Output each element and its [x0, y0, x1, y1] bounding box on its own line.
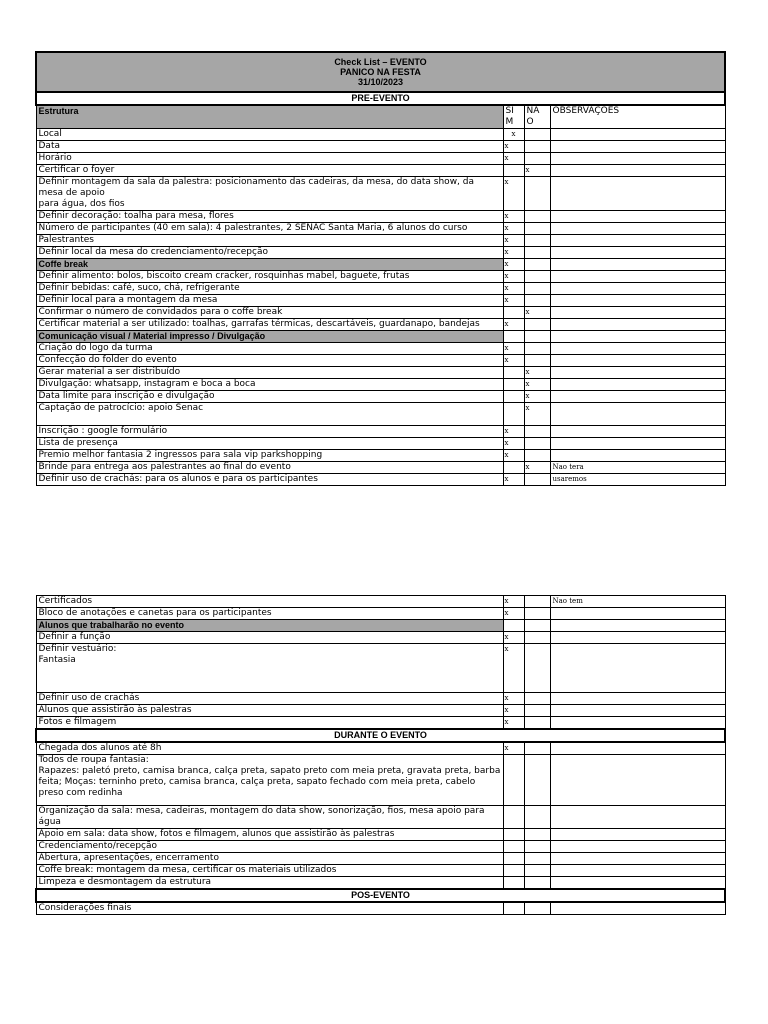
observation-cell [550, 379, 725, 391]
item-label: Certificados [36, 596, 503, 608]
item-label: Divulgação: whatsapp, instagram e boca a boca [36, 379, 503, 391]
observation-cell [550, 742, 725, 755]
sim-mark [503, 307, 524, 319]
table-row [36, 307, 725, 319]
observation-cell [550, 608, 725, 620]
section-row [36, 331, 725, 343]
table-row [36, 235, 725, 247]
nao-mark [524, 223, 550, 235]
observation-cell [550, 165, 725, 177]
nao-mark [524, 877, 550, 890]
sim-mark: x [503, 153, 524, 165]
sim-mark: x [503, 271, 524, 283]
pos-evento-band [36, 889, 725, 902]
nao-mark [524, 153, 550, 165]
nao-mark: x [524, 367, 550, 379]
observation-cell [550, 141, 725, 153]
nao-mark: x [524, 379, 550, 391]
observation-cell [550, 271, 725, 283]
item-label: Abertura, apresentações, encerramento [36, 853, 503, 865]
nao-mark [524, 755, 550, 806]
observation-cell [550, 865, 725, 877]
item-label: Criação do logo da turma [36, 343, 503, 355]
sim-mark: x [503, 438, 524, 450]
table-row [36, 755, 725, 806]
sim-mark: x [503, 644, 524, 693]
observation-cell [550, 295, 725, 307]
sim-mark [503, 902, 524, 915]
observation-cell [550, 644, 725, 693]
observation-cell [550, 853, 725, 865]
nao-mark [524, 705, 550, 717]
table-row [36, 319, 725, 331]
nao-mark [524, 129, 550, 141]
observation-cell [550, 806, 725, 829]
observation-cell [550, 391, 725, 403]
nao-mark [524, 644, 550, 693]
table-row [36, 367, 725, 379]
table-row [36, 129, 725, 141]
nao-mark [524, 141, 550, 153]
item-label: Limpeza e desmontagem da estrutura [36, 877, 503, 890]
table-row [36, 474, 725, 486]
item-label: Chegada dos alunos até 8h [36, 742, 503, 755]
table-row [36, 865, 725, 877]
item-label: Definir local da mesa do credenciamento/recepção [36, 247, 503, 259]
nao-mark [524, 742, 550, 755]
nao-mark [524, 806, 550, 829]
nao-mark [524, 343, 550, 355]
section-label: Coffe break [36, 259, 503, 271]
sim-mark [503, 403, 524, 426]
nao-mark [524, 474, 550, 486]
nao-mark [524, 211, 550, 223]
sim-mark: x [503, 717, 524, 730]
sim-mark: x [503, 211, 524, 223]
item-label: Bloco de anotações e canetas para os participantes [36, 608, 503, 620]
observation-cell [550, 247, 725, 259]
observation-cell [550, 755, 725, 806]
sim-mark: x [503, 141, 524, 153]
item-label: Horário [36, 153, 503, 165]
item-label: Certificar material a ser utilizado: toalhas, garrafas térmicas, descartáveis, guardanapo, bandejas [36, 319, 503, 331]
table-row [36, 853, 725, 865]
sim-mark [503, 865, 524, 877]
nao-mark [524, 331, 550, 343]
sim-mark [503, 806, 524, 829]
sim-mark: x [503, 426, 524, 438]
sim-mark: x [503, 295, 524, 307]
sim-mark [503, 165, 524, 177]
section-title-pre-evento: PRE-EVENTO [36, 92, 725, 105]
observation-cell [550, 620, 725, 632]
observation-cell [550, 632, 725, 644]
nao-mark [524, 235, 550, 247]
item-label: Definir a função [36, 632, 503, 644]
sim-mark [503, 462, 524, 474]
table-row [36, 438, 725, 450]
table-row [36, 391, 725, 403]
table-row [36, 596, 725, 608]
sim-mark: x [503, 177, 524, 211]
item-label: Definir uso de crachás [36, 693, 503, 705]
table-row [36, 343, 725, 355]
nao-mark [524, 259, 550, 271]
observation-cell [550, 129, 725, 141]
observation-cell: usaremos [550, 474, 725, 486]
observation-cell [550, 211, 725, 223]
observation-cell: Nao tem [550, 596, 725, 608]
pre-evento-band [36, 92, 725, 105]
observation-cell [550, 403, 725, 426]
sim-mark: x [503, 235, 524, 247]
item-label: Definir local para a montagem da mesa [36, 295, 503, 307]
nao-mark [524, 902, 550, 915]
sim-mark: x [503, 283, 524, 295]
column-header-nao: NA O [524, 105, 550, 129]
nao-mark [524, 841, 550, 853]
item-label: Alunos que assistirão às palestras [36, 705, 503, 717]
item-label: Data limite para inscrição e divulgação [36, 391, 503, 403]
observation-cell [550, 355, 725, 367]
table-row [36, 693, 725, 705]
title-line-2: PANICO NA FESTA [340, 67, 421, 77]
nao-mark [524, 426, 550, 438]
table-row [36, 177, 725, 211]
table-row [36, 141, 725, 153]
observation-cell [550, 235, 725, 247]
nao-mark: x [524, 165, 550, 177]
item-label: Inscrição : google formulário [36, 426, 503, 438]
item-label: Captação de patrocício: apoio Senac [36, 403, 503, 426]
nao-mark: x [524, 462, 550, 474]
sim-mark [503, 331, 524, 343]
durante-o-evento-band [36, 729, 725, 742]
observation-cell [550, 177, 725, 211]
item-label: Palestrantes [36, 235, 503, 247]
table-row [36, 211, 725, 223]
document-title [36, 52, 725, 92]
nao-mark [524, 632, 550, 644]
item-label: Definir decoração: toalha para mesa, flores [36, 211, 503, 223]
observation-cell [550, 693, 725, 705]
nao-mark [524, 271, 550, 283]
sim-mark: x [503, 223, 524, 235]
table-row [36, 806, 725, 829]
nao-mark [524, 620, 550, 632]
observation-cell [550, 259, 725, 271]
table-row [36, 462, 725, 474]
table-row [36, 223, 725, 235]
observation-cell [550, 841, 725, 853]
nao-mark [524, 283, 550, 295]
section-row [36, 620, 725, 632]
sim-mark: x [503, 247, 524, 259]
observation-cell [550, 902, 725, 915]
item-label: Definir alimento: bolos, biscoito cream cracker, rosquinhas mabel, baguete, frutas [36, 271, 503, 283]
section-label: Comunicação visual / Material impresso / Divulgação [36, 331, 503, 343]
observation-cell [550, 367, 725, 379]
table-row [36, 379, 725, 391]
item-label: Coffe break: montagem da mesa, certificar os materiais utilizados [36, 865, 503, 877]
table-row [36, 742, 725, 755]
table-row [36, 271, 725, 283]
nao-mark [524, 608, 550, 620]
table-row [36, 165, 725, 177]
item-label: Certificar o foyer [36, 165, 503, 177]
nao-mark [524, 450, 550, 462]
sim-mark [503, 829, 524, 841]
table-row [36, 295, 725, 307]
nao-mark [524, 693, 550, 705]
table-row [36, 355, 725, 367]
observation-cell [550, 153, 725, 165]
table-row [36, 426, 725, 438]
sim-mark: x [503, 129, 524, 141]
sim-mark: x [503, 259, 524, 271]
sim-mark [503, 620, 524, 632]
item-label: Definir bebidas: café, suco, chá, refrigerante [36, 283, 503, 295]
section-title-durante-o-evento: DURANTE O EVENTO [36, 729, 725, 742]
observation-cell [550, 877, 725, 890]
sim-mark: x [503, 450, 524, 462]
item-label: Organização da sala: mesa, cadeiras, montagem do data show, sonorização, fios, mesa apoio para água [36, 806, 503, 829]
table-row [36, 705, 725, 717]
title-line-3: 31/10/2023 [357, 77, 404, 87]
sim-mark: x [503, 474, 524, 486]
item-label: Definir uso de crachás: para os alunos e para os participantes [36, 474, 503, 486]
section-title-pos-evento: POS-EVENTO [36, 889, 725, 902]
item-label: Data [36, 141, 503, 153]
table-row [36, 283, 725, 295]
sim-mark: x [503, 343, 524, 355]
observation-cell [550, 283, 725, 295]
nao-mark [524, 438, 550, 450]
item-label: Apoio em sala: data show, fotos e filmagem, alunos que assistirão às palestras [36, 829, 503, 841]
item-label: Definir vestuário: Fantasia [36, 644, 503, 693]
sim-mark: x [503, 355, 524, 367]
checklist-table-page2 [35, 595, 726, 915]
nao-mark [524, 247, 550, 259]
table-row [36, 450, 725, 462]
table-row [36, 877, 725, 890]
sim-mark [503, 877, 524, 890]
table-row [36, 644, 725, 693]
item-label: Premio melhor fantasia 2 ingressos para sala vip parkshopping [36, 450, 503, 462]
item-label: Número de participantes (40 em sala): 4 palestrantes, 2 SENAC Santa Maria, 6 alunos do curso [36, 223, 503, 235]
observation-cell [550, 223, 725, 235]
nao-mark [524, 177, 550, 211]
observation-cell [550, 331, 725, 343]
observation-cell [550, 307, 725, 319]
sim-mark [503, 367, 524, 379]
title-row [36, 52, 725, 92]
item-label: Lista de presença [36, 438, 503, 450]
nao-mark [524, 865, 550, 877]
nao-mark [524, 319, 550, 331]
checklist-table-page1 [35, 51, 726, 486]
item-label: Gerar material a ser distribuído [36, 367, 503, 379]
section-row [36, 259, 725, 271]
column-header-observacoes: OBSERVAÇÕES [550, 105, 725, 129]
item-label: Confirmar o número de convidados para o coffe break [36, 307, 503, 319]
sim-mark: x [503, 608, 524, 620]
item-label: Local [36, 129, 503, 141]
table-row [36, 403, 725, 426]
observation-cell: Nao tera [550, 462, 725, 474]
nao-mark [524, 853, 550, 865]
observation-cell [550, 343, 725, 355]
title-line-1: Check List – EVENTO [334, 57, 427, 67]
table-row [36, 829, 725, 841]
observation-cell [550, 829, 725, 841]
observation-cell [550, 450, 725, 462]
column-header-estrutura: Estrutura [36, 105, 503, 129]
sim-mark [503, 379, 524, 391]
nao-mark: x [524, 403, 550, 426]
table-row [36, 841, 725, 853]
sim-mark [503, 755, 524, 806]
table-row [36, 717, 725, 730]
sim-mark: x [503, 693, 524, 705]
nao-mark [524, 596, 550, 608]
nao-mark [524, 829, 550, 841]
item-label: Confecção do folder do evento [36, 355, 503, 367]
column-header-sim: SI M [503, 105, 524, 129]
nao-mark: x [524, 391, 550, 403]
sim-mark: x [503, 319, 524, 331]
nao-mark [524, 355, 550, 367]
observation-cell [550, 319, 725, 331]
column-header-row [36, 105, 725, 129]
observation-cell [550, 438, 725, 450]
sim-mark: x [503, 742, 524, 755]
sim-mark: x [503, 632, 524, 644]
table-row [36, 902, 725, 915]
table-row [36, 608, 725, 620]
sim-mark [503, 841, 524, 853]
item-label: Credenciamento/recepção [36, 841, 503, 853]
sim-mark [503, 853, 524, 865]
nao-mark: x [524, 307, 550, 319]
section-label: Alunos que trabalharão no evento [36, 620, 503, 632]
item-label: Considerações finais [36, 902, 503, 915]
observation-cell [550, 705, 725, 717]
item-label: Definir montagem da sala da palestra: posicionamento das cadeiras, da mesa, do data show, da mesa de apoio para água, dos fios [36, 177, 503, 211]
table-row [36, 247, 725, 259]
sim-mark: x [503, 596, 524, 608]
observation-cell [550, 717, 725, 730]
table-row [36, 632, 725, 644]
table-row [36, 153, 725, 165]
item-label: Brinde para entrega aos palestrantes ao final do evento [36, 462, 503, 474]
item-label: Todos de roupa fantasia: Rapazes: paletó preto, camisa branca, calça preta, sapato preto com meia preta, gravata preta, barba feita; Moças: terninho preto, camisa branca, calça preta, sapato fechado com meia preta, cabelo preso com redinha [36, 755, 503, 806]
item-label: Fotos e filmagem [36, 717, 503, 730]
nao-mark [524, 717, 550, 730]
nao-mark [524, 295, 550, 307]
sim-mark: x [503, 705, 524, 717]
observation-cell [550, 426, 725, 438]
sim-mark [503, 391, 524, 403]
